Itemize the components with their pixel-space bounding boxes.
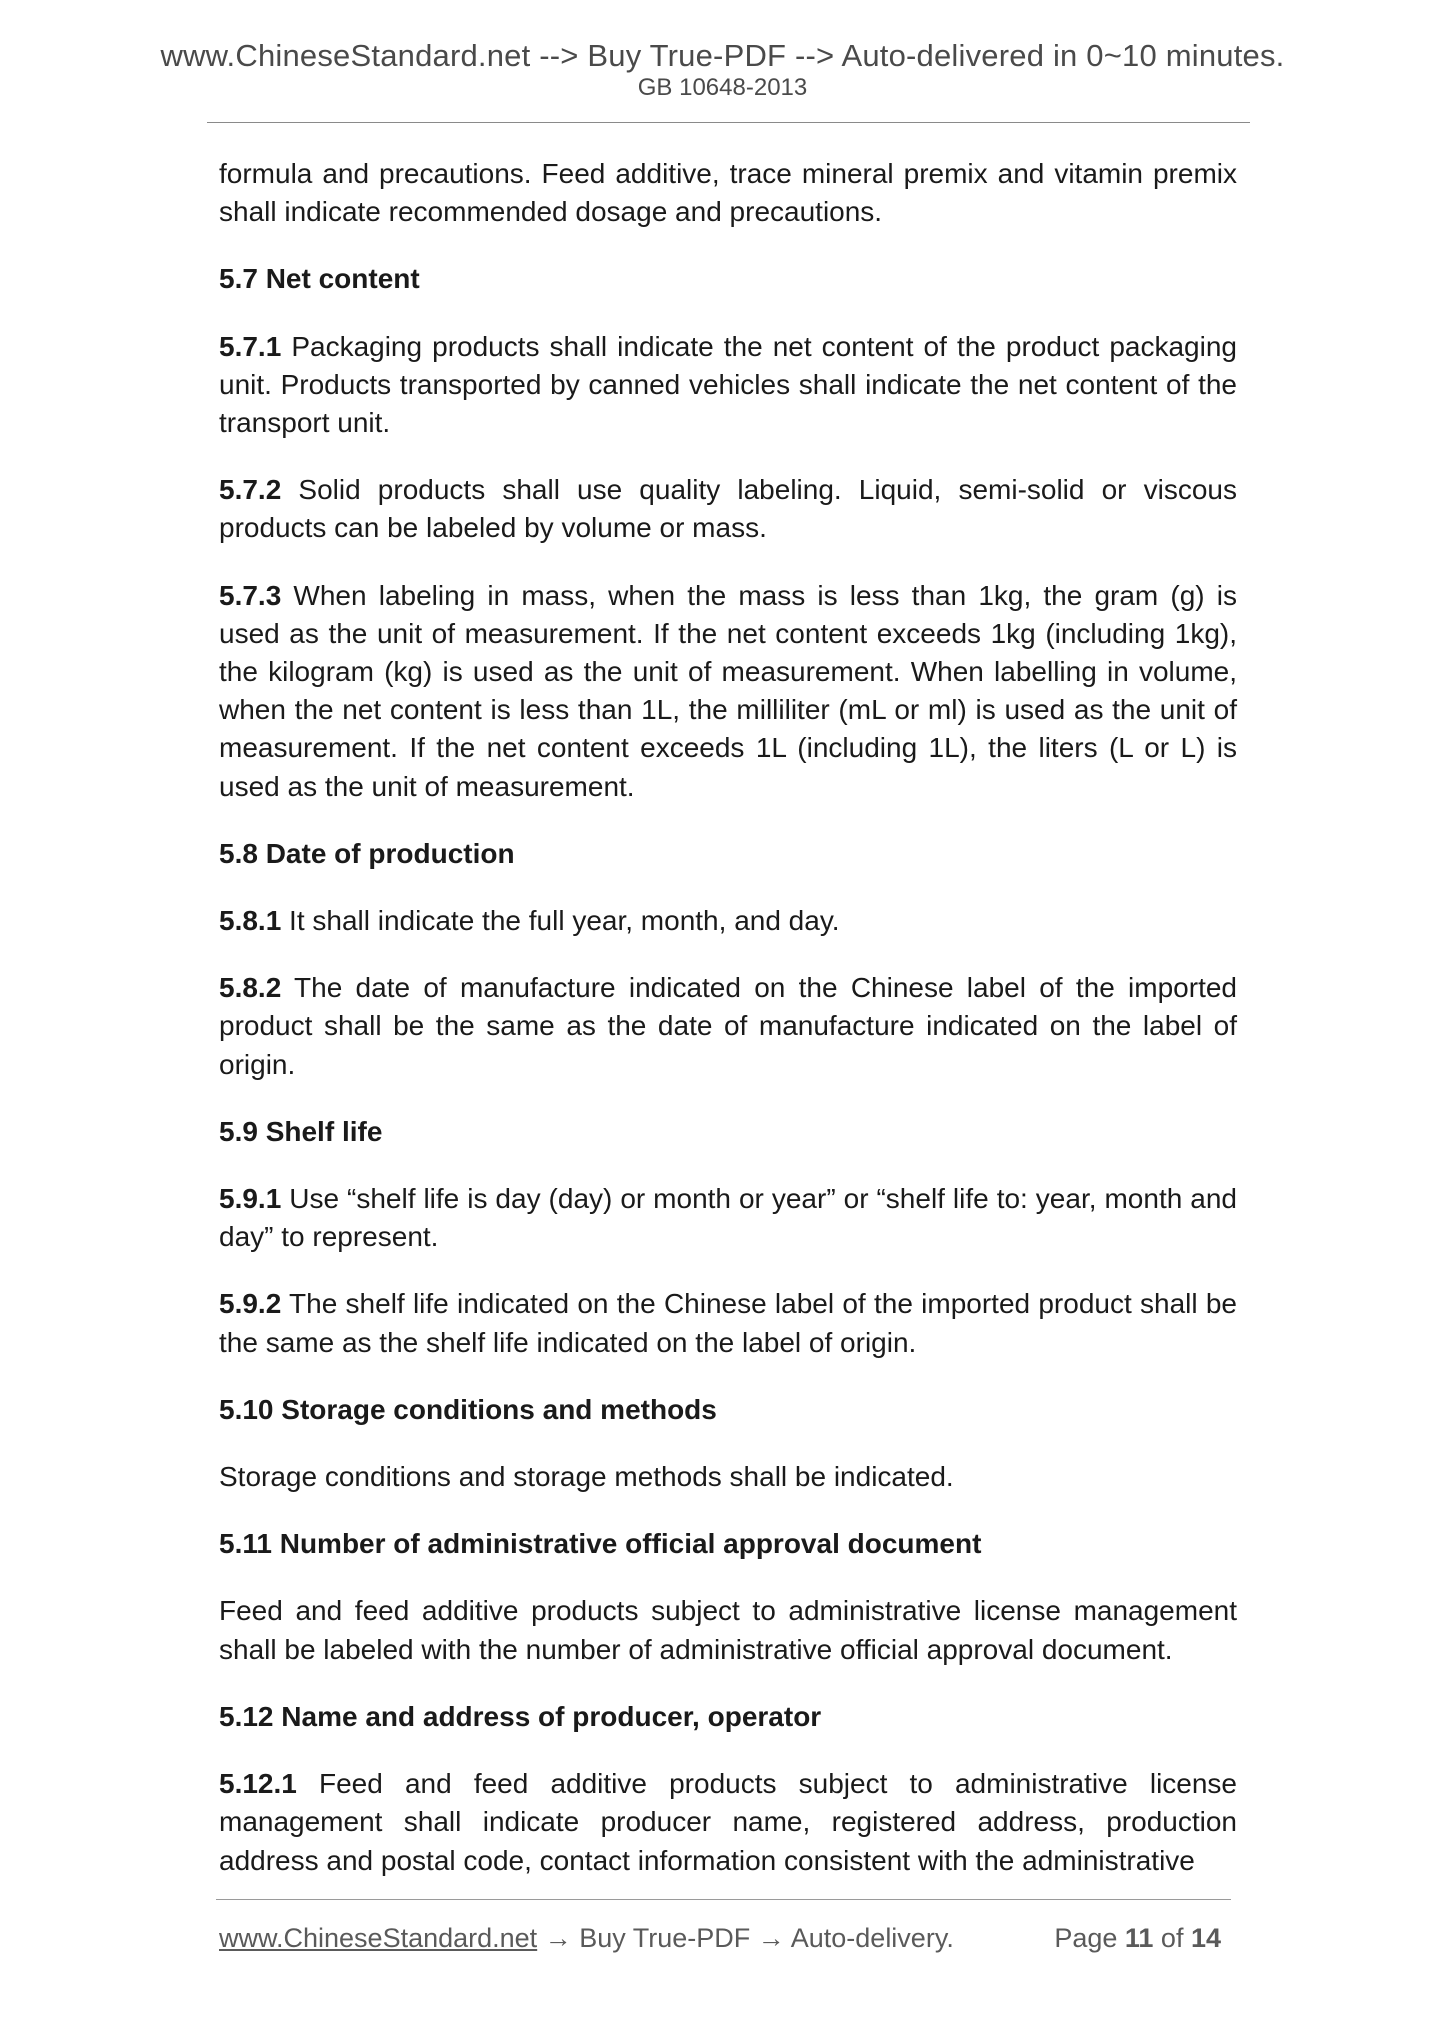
clause-text: The date of manufacture indicated on the Chinese label of the imported product shall be the same as the date of manufacture indicated on the label of origin.	[219, 972, 1237, 1080]
clause-number: 5.7.2	[219, 474, 282, 506]
clause-number: 5.8.2	[219, 972, 282, 1004]
clause-number: 5.8.1	[219, 905, 282, 937]
heading-5-10: 5.10 Storage conditions and methods	[219, 1393, 717, 1425]
top-banner[interactable]: www.ChineseStandard.net --> Buy True-PDF --> Auto-delivered in 0~10 minutes.	[160, 38, 1285, 73]
clause-number: 5.7.1	[219, 330, 282, 362]
page-current: 11	[1124, 1923, 1154, 1953]
heading-5-8: 5.8 Date of production	[219, 837, 515, 869]
paragraph-5-12-1	[219, 1765, 1237, 1880]
clause-number: 5.9.2	[219, 1288, 282, 1320]
paragraph-5-7-2	[219, 471, 1237, 547]
heading-5-11: 5.11 Number of administrative official approval document	[219, 1528, 982, 1560]
clause-number: 5.7.3	[219, 579, 282, 611]
clause-text: The shelf life indicated on the Chinese label of the imported product shall be the same as the shelf life indicated on the label of origin.	[219, 1288, 1237, 1358]
page-total: 14	[1190, 1923, 1221, 1953]
clause-text: When labeling in mass, when the mass is less than 1kg, the gram (g) is used as the unit of measurement. If the net content exceeds 1kg (including 1kg), the kilogram (kg) is used as the unit of measurement. When labelling in volume, when the net content is less than 1L, the milliliter (mL or ml) is used as the unit of measurement. If the net content exceeds 1L (including 1L), the liters (L or L) is used as the unit of measurement.	[219, 579, 1237, 802]
heading-5-12: 5.12 Name and address of producer, operator	[219, 1700, 822, 1732]
paragraph-5-8-2	[219, 969, 1237, 1084]
paragraph-5-7-3	[219, 577, 1237, 806]
page-content	[219, 155, 1237, 1880]
standard-code: GB 10648-2013	[637, 74, 808, 101]
paragraph-5-11: Feed and feed additive products subject to administrative license management shall be labeled with the number of administrative official approval document.	[219, 1595, 1237, 1665]
footer-tagline: → Buy True-PDF → Auto-delivery.	[537, 1923, 954, 1953]
clause-text: It shall indicate the full year, month, and day.	[281, 905, 840, 937]
clause-text: Use “shelf life is day (day) or month or year” or “shelf life to: year, month and day” to represent.	[219, 1183, 1237, 1253]
heading-5-9: 5.9 Shelf life	[219, 1115, 383, 1147]
paragraph-5-8-1	[219, 902, 1237, 940]
page-number	[1054, 1921, 1221, 1955]
paragraph-5-9-1	[219, 1180, 1237, 1256]
clause-text: Solid products shall use quality labeling. Liquid, semi-solid or viscous products can be labeled by volume or mass.	[219, 474, 1237, 544]
footer-site-link[interactable]: www.ChineseStandard.net	[219, 1923, 538, 1953]
page-label: Page	[1054, 1923, 1125, 1953]
footer-divider	[216, 1899, 1231, 1900]
clause-number: 5.9.1	[219, 1183, 282, 1215]
paragraph-intro: formula and precautions. Feed additive, trace mineral premix and vitamin premix shall indicate recommended dosage and precautions.	[219, 158, 1237, 228]
clause-text: Packaging products shall indicate the net content of the product packaging unit. Products transported by canned vehicles shall indicate the net content of the transport unit.	[219, 330, 1237, 439]
heading-5-7: 5.7 Net content	[219, 263, 420, 295]
clause-text: Feed and feed additive products subject to administrative license management shall indicate producer name, registered address, production address and postal code, contact information consistent with the administrative	[219, 1768, 1237, 1876]
paragraph-5-7-1	[219, 328, 1237, 443]
header-divider	[207, 122, 1250, 123]
page-of: of	[1153, 1923, 1191, 1953]
paragraph-5-9-2	[219, 1285, 1237, 1361]
footer-left	[219, 1921, 954, 1955]
clause-number: 5.12.1	[219, 1768, 297, 1800]
paragraph-5-10: Storage conditions and storage methods shall be indicated.	[219, 1461, 954, 1493]
